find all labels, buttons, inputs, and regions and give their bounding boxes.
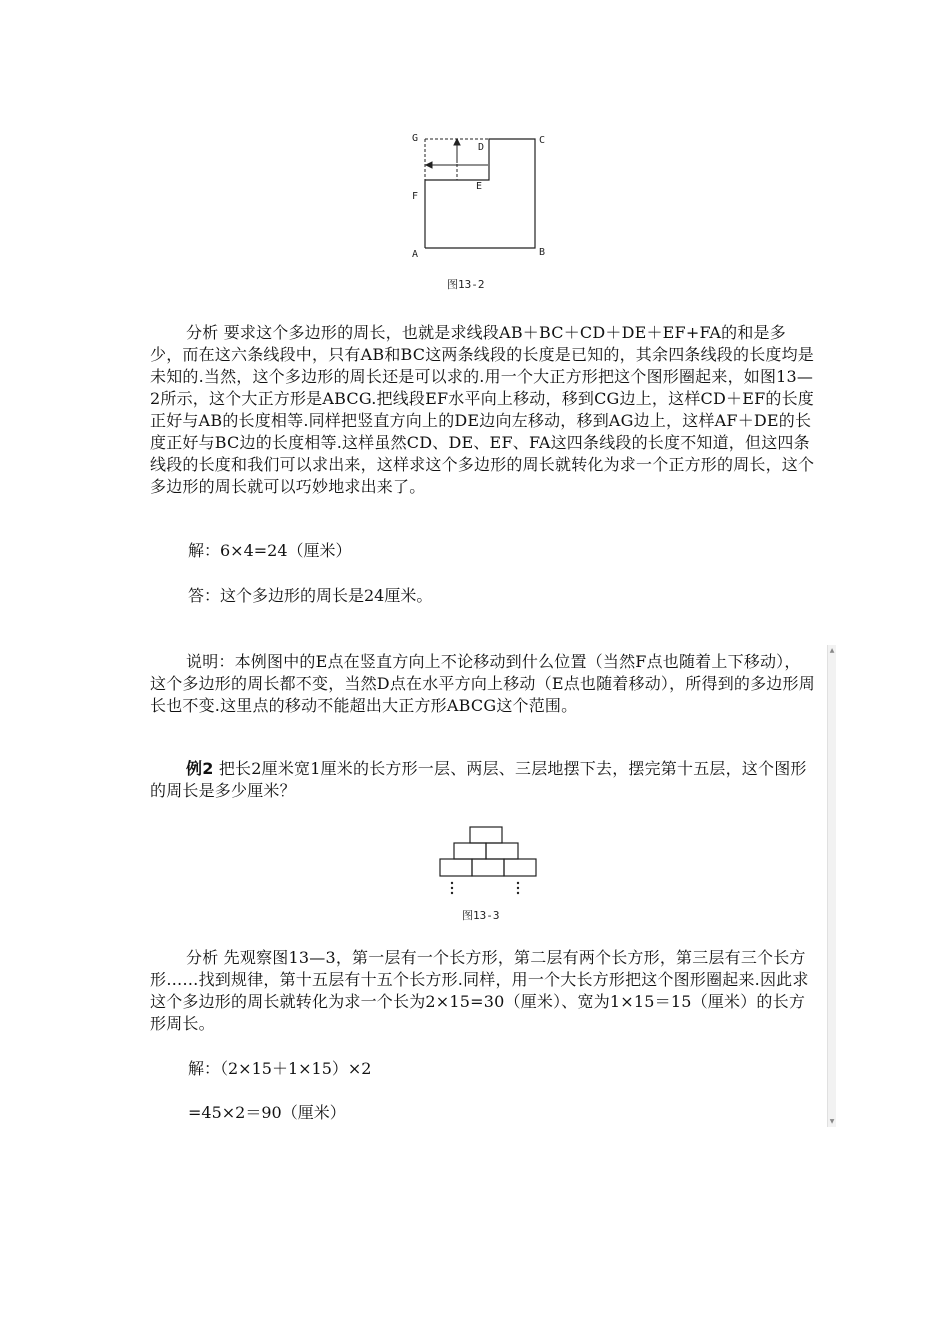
- layer-3-rect-1: [440, 859, 472, 876]
- label-B: B: [539, 247, 546, 258]
- arrow-up-head: [454, 139, 460, 145]
- ellipsis-dot-left-3: [451, 892, 453, 894]
- scroll-down-icon[interactable]: ▼: [829, 1118, 835, 1125]
- label-G: G: [412, 133, 419, 144]
- ellipsis-dot-right-2: [517, 887, 519, 889]
- label-E: E: [476, 181, 483, 192]
- example-2-text: 把长2厘米宽1厘米的长方形一层、两层、三层地摆下去，摆完第十五层，这个图形的周长是多少厘米？: [150, 759, 807, 800]
- arrow-left-head: [426, 162, 432, 168]
- figure-13-3-caption: 图13-3: [462, 909, 500, 922]
- analysis-paragraph-1: 分析 要求这个多边形的周长，也就是求线段AB＋BC＋CD＋DE＋EF+FA的和是多少，而在这六条线段中，只有AB和BC这两条线段的长度是已知的，其余四条线段的长度均是未知的.当然，这个多边形的周长还是可以求的.用一个大正方形把这个图形圈起来，如图13—2所示，这个大正方形是ABCG.把线段EF水平向上移动，移到CG边上，这样CD＋EF的长度正好与AB的长度相等.同样把竖直方向上的DE边向左移动，移到AG边上，这样AF＋DE的长度正好与BC边的长度相等.这样虽然CD、DE、EF、FA这四条线段的长度不知道，但这四条线段的长度和我们可以求出来，这样求这个多边形的周长就转化为求一个正方形的周长，这个多边形的周长就可以巧妙地求出来了。: [150, 323, 815, 496]
- answer-1: 答：这个多边形的周长是24厘米。: [188, 586, 433, 605]
- figure-13-2: [400, 125, 560, 270]
- layer-2-rect-2: [486, 843, 518, 859]
- polygon-outline: [425, 139, 535, 248]
- layer-3-rect-3: [504, 859, 536, 876]
- label-F: F: [412, 191, 419, 202]
- scroll-up-icon[interactable]: ▲: [829, 647, 835, 654]
- ellipsis-dot-left-1: [451, 882, 453, 884]
- ellipsis-dot-left-2: [451, 887, 453, 889]
- solution-1: 解：6×4=24（厘米）: [188, 541, 352, 560]
- solution-2-line-2: =45×2＝90（厘米）: [188, 1103, 346, 1122]
- layer-2-rect-1: [454, 843, 486, 859]
- example-2-label: 例2: [186, 759, 214, 778]
- layer-3-rect-2: [472, 859, 504, 876]
- label-D: D: [478, 142, 485, 153]
- label-A: A: [412, 249, 419, 260]
- ellipsis-dot-right-3: [517, 892, 519, 894]
- figure-13-3: [438, 823, 538, 901]
- note-paragraph: 说明：本例图中的E点在竖直方向上不论移动到什么位置（当然F点也随着上下移动），这个多边形的周长都不变，当然D点在水平方向上移动（E点也随着移动），所得到的多边形周长也不变.这里点的移动不能超出大正方形ABCG这个范围。: [150, 652, 815, 715]
- solution-2-line-1: 解：（2×15＋1×15）×2: [188, 1059, 372, 1078]
- analysis-paragraph-2: 分析 先观察图13—3，第一层有一个长方形，第二层有两个长方形，第三层有三个长方形……找到规律，第十五层有十五个长方形.同样，用一个大长方形把这个图形圈起来.因此求这个多边形的周长就转化为求一个长为2×15=30（厘米）、宽为1×15＝15（厘米）的长方形周长。: [150, 948, 809, 1033]
- figure-13-2-caption: 图13-2: [447, 278, 485, 291]
- layer-1-rect: [470, 827, 502, 843]
- vertical-scrollbar[interactable]: [827, 645, 836, 1127]
- label-C: C: [539, 135, 546, 146]
- example-2-paragraph: [150, 758, 815, 802]
- ellipsis-dot-right-1: [517, 882, 519, 884]
